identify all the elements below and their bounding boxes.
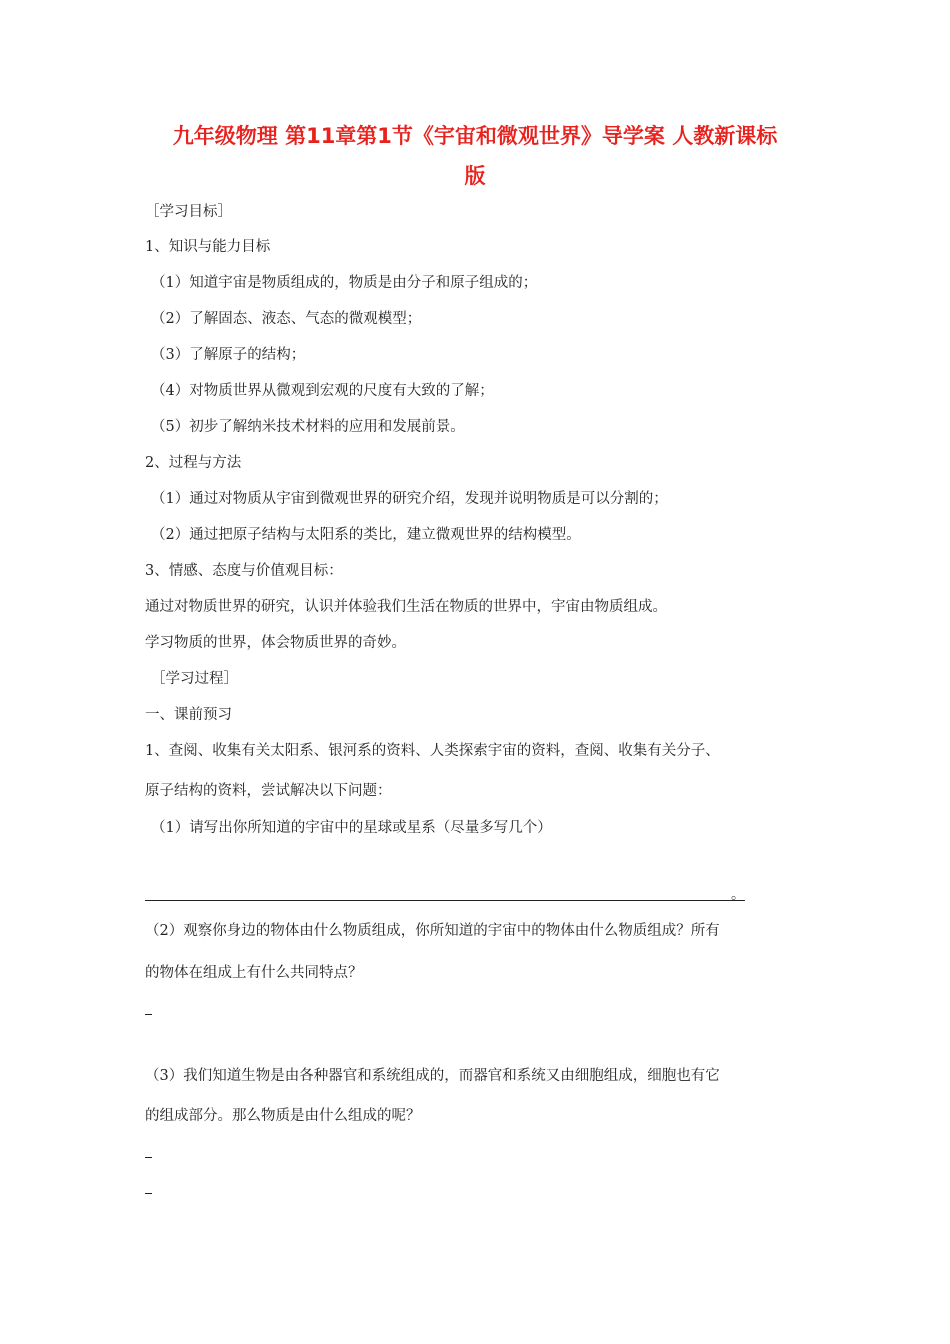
process-item: （1）通过对物质从宇宙到微观世界的研究介绍，发现并说明物质是可以分割的； [151,491,668,507]
question-1: （1）请写出你所知道的宇宙中的星球或星系（尽量多写几个） [151,820,552,836]
emotion-values-text: 通过对物质世界的研究，认识并体验我们生活在物质的世界中，宇宙由物质组成。 [145,599,667,615]
objective-item: （5）初步了解纳米技术材料的应用和发展前景。 [151,419,465,435]
knowledge-ability-heading: 1、知识与能力目标 [145,239,271,255]
objective-item: （3）了解原子的结构； [151,347,306,363]
process-method-heading: 2、过程与方法 [145,455,242,471]
answer-blank [145,1193,152,1194]
question-2: （2）观察你身边的物体由什么物质组成，你所知道的宇宙中的物体由什么物质组成？所有 [145,923,720,939]
preview-heading: 一、课前预习 [145,707,232,723]
answer-period: 。 [731,887,745,903]
answer-line [145,900,745,901]
preview-intro: 1、查阅、收集有关太阳系、银河系的资料、人类探索宇宙的资料，查阅、收集有关分子、 [145,743,720,759]
objective-item: （2）了解固态、液态、气态的微观模型； [151,311,422,327]
document-title-line1: 九年级物理 第11章第1节《宇宙和微观世界》导学案 人教新课标 [172,124,778,148]
emotion-values-heading: 3、情感、态度与价值观目标： [145,563,343,579]
question-2: 的物体在组成上有什么共同特点？ [145,965,363,981]
objective-item: （1）知道宇宙是物质组成的，物质是由分子和原子组成的； [151,275,538,291]
question-3: 的组成部分。那么物质是由什么组成的呢？ [145,1108,421,1124]
preview-intro: 原子结构的资料，尝试解决以下问题： [145,783,392,799]
question-3: （3）我们知道生物是由各种器官和系统组成的，而器官和系统又由细胞组成，细胞也有它 [145,1068,720,1084]
answer-blank [145,1157,152,1158]
objective-item: （4）对物质世界从微观到宏观的尺度有大致的了解； [151,383,494,399]
objectives-heading: ［学习目标］ [145,204,232,220]
process-heading: ［学习过程］ [151,671,238,687]
process-item: （2）通过把原子结构与太阳系的类比，建立微观世界的结构模型。 [151,527,581,543]
document-title-line2: 版 [464,164,486,188]
answer-blank [145,1014,152,1015]
emotion-values-text: 学习物质的世界，体会物质世界的奇妙。 [145,635,406,651]
